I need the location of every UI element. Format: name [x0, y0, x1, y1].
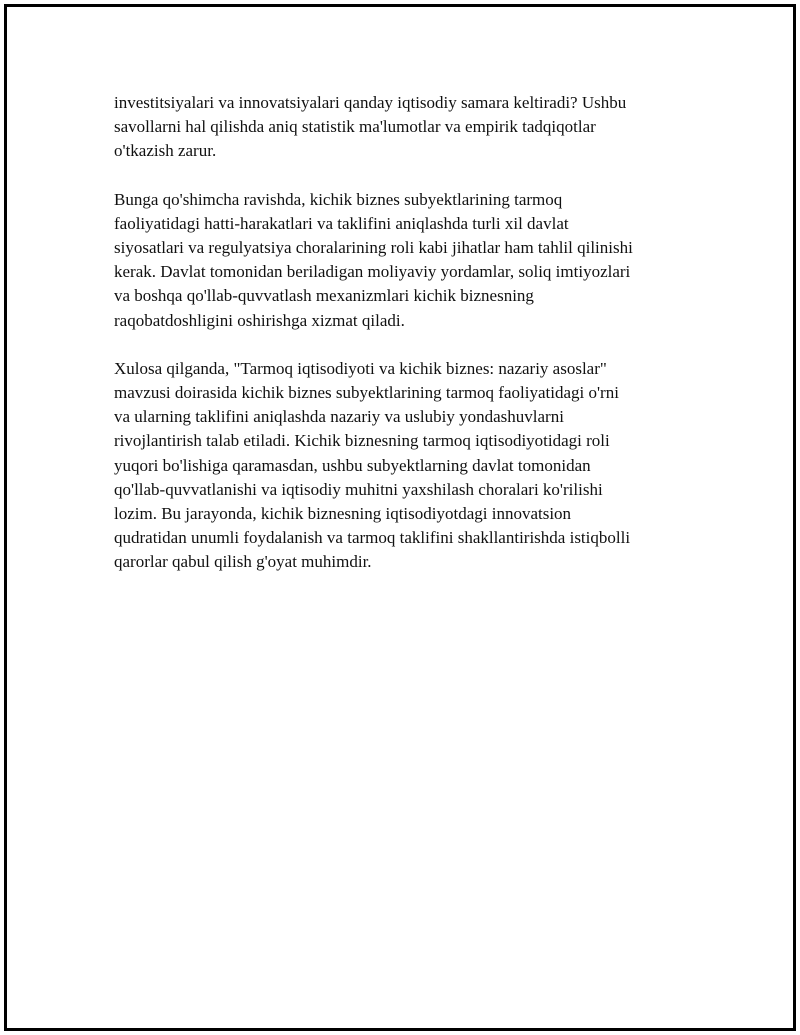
paragraph-3: Xulosa qilganda, "Tarmoq iqtisodiyoti va kichik biznes: nazariy asoslar" mavzusi doirasida kichik biznes subyektlarining tarmoq faoliyatidagi o'rni va ularning taklifini aniqlashda nazariy va uslubiy yondashuvlarni rivojlantirish talab etiladi. Kichik biznesning tarmoq iqtisodiyotidagi roli yuqori bo'lishiga qaramasdan, ushbu subyektlarning davlat tomonidan qo'llab-quvvatlanishi va iqtisodiy muhitni yaxshilash choralari ko'rilishi lozim. Bu jarayonda, kichik biznesning iqtisodiyotdagi innovatsion qudratidan unumli foydalanish va tarmoq taklifini shakllantirishda istiqbolli qarorlar qabul qilish g'oyat muhimdir. [114, 358, 631, 572]
paragraph-2: Bunga qo'shimcha ravishda, kichik biznes subyektlarining tarmoq faoliyatidagi hatti-harakatlari va taklifini aniqlashda turli xil davlat siyosatlari va regulyatsiya choralarining roli kabi jihatlar ham tahlil qilinishi kerak. Davlat tomonidan beriladigan moliyaviy yordamlar, soliq imtiyozlari va boshqa qo'llab-quvvatlash mexanizmlari kichik biznesning raqobatdoshligini oshirishga xizmat qiladi. [114, 189, 633, 330]
paragraph-1: investitsiyalari va innovatsiyalari qanday iqtisodiy samara keltiradi? Ushbu savollarni hal qilishda aniq statistik ma'lumotlar va empirik tadqiqotlar o'tkazish zarur. [114, 93, 627, 161]
document-body [114, 91, 704, 599]
